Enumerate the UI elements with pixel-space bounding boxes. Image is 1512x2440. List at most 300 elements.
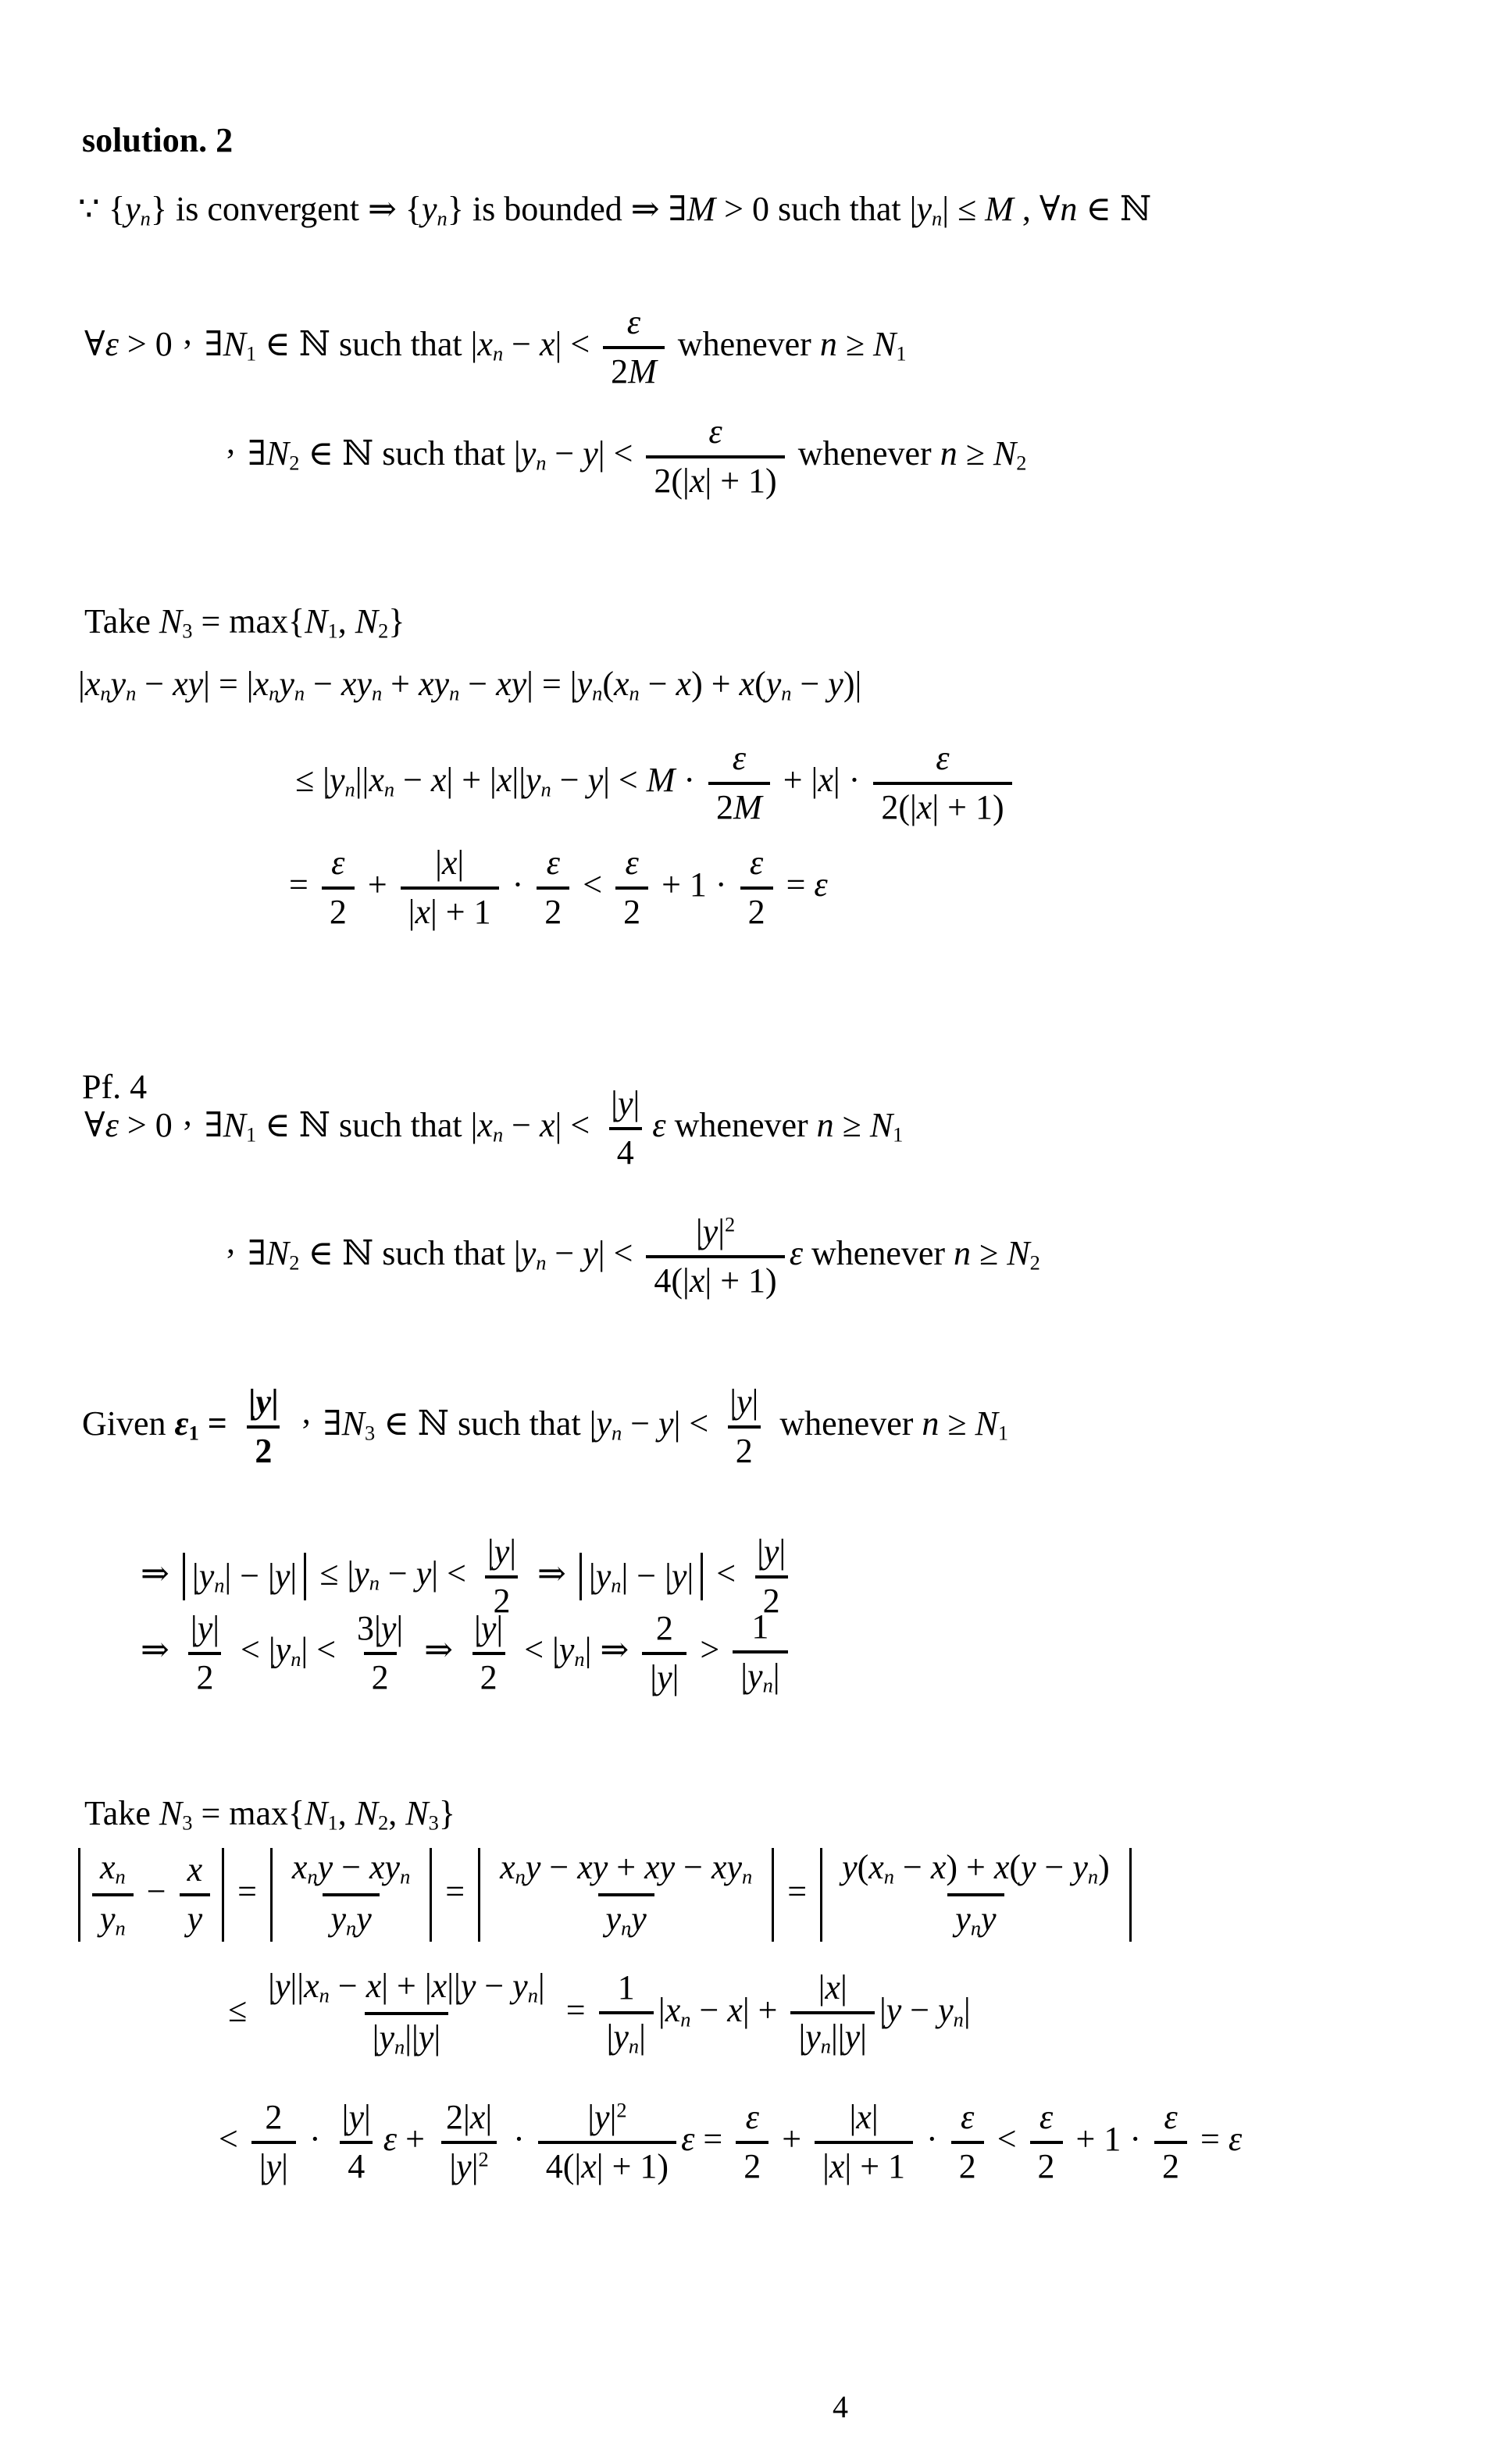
text-run: | xyxy=(798,2017,806,2056)
line-yn-bounded xyxy=(78,187,1151,232)
subscript xyxy=(365,1421,375,1444)
denominator xyxy=(472,1652,505,1696)
var-run: N xyxy=(975,1404,998,1443)
var-run: ε xyxy=(745,2098,759,2136)
text-run xyxy=(449,1404,590,1443)
text-run: · xyxy=(918,2119,947,2158)
text-run: | xyxy=(433,2018,441,2057)
var-run: ε xyxy=(1228,2119,1243,2158)
text-run: | + 1) xyxy=(932,788,1004,827)
text-run: − xyxy=(546,1233,583,1272)
var-run: y xyxy=(329,760,345,799)
text-run: } xyxy=(388,602,405,640)
var-run: n xyxy=(680,2007,691,2032)
text-run: 2 xyxy=(493,1582,511,1621)
subscript xyxy=(289,451,299,474)
var-run: n xyxy=(816,1105,834,1144)
text-run xyxy=(82,1404,175,1443)
text-run: || xyxy=(830,2017,845,2056)
var-run: n xyxy=(953,2007,964,2032)
text-run: 2 xyxy=(611,352,629,391)
var-run: n xyxy=(762,1673,773,1697)
var-run: xy xyxy=(173,665,204,703)
text-run xyxy=(790,434,798,473)
var-run: n xyxy=(294,681,305,705)
var-run: xy xyxy=(711,1848,743,1886)
text-run: | xyxy=(779,1532,786,1571)
var-run: M xyxy=(646,760,676,799)
var-run: y xyxy=(1072,1848,1088,1886)
text-run: max xyxy=(229,1794,289,1832)
denominator xyxy=(708,782,770,826)
text-run: | xyxy=(513,1233,521,1272)
var-run: n xyxy=(515,1864,526,1889)
var-run: N xyxy=(341,1404,366,1443)
text-run: 2 xyxy=(196,1657,214,1696)
var-run: n xyxy=(742,1864,753,1889)
var-run: x xyxy=(581,2147,597,2186)
text-run: such that xyxy=(769,190,910,228)
var-run: y xyxy=(274,1557,291,1596)
subscript xyxy=(998,1421,1008,1444)
subscript xyxy=(629,682,640,705)
var-run: n xyxy=(954,1233,972,1272)
var-run: x xyxy=(689,462,705,501)
text-run: 2 xyxy=(1161,2147,1179,2186)
text-run: || xyxy=(512,760,526,799)
text-run: | xyxy=(268,1967,275,2005)
var-run: x xyxy=(477,324,493,363)
var-run: y xyxy=(456,2147,472,2186)
text-run: max xyxy=(229,602,289,640)
abs-bars xyxy=(270,1848,432,1942)
var-run: x xyxy=(304,1967,319,2005)
fraction xyxy=(642,1608,686,1696)
text-run: + xyxy=(397,2119,433,2158)
var-run: n xyxy=(383,777,395,801)
text-run: − xyxy=(540,1848,578,1886)
superscript xyxy=(479,2148,489,2171)
text-run xyxy=(811,1234,954,1272)
var-run: y xyxy=(512,1967,528,2005)
text-run: 2 xyxy=(329,893,347,932)
text-run: 1 xyxy=(245,1122,257,1147)
var-run: n xyxy=(449,681,460,705)
text-run: | < xyxy=(597,433,642,473)
text-run: 1 xyxy=(617,1967,635,2007)
numerator xyxy=(1156,2099,1185,2141)
text-run: | xyxy=(372,2018,380,2057)
text-run: 2 xyxy=(747,893,765,932)
text-run: 3 xyxy=(428,1810,439,1835)
var-run: M xyxy=(733,788,762,827)
text-run: | < xyxy=(603,760,647,799)
text-run: > 0 xyxy=(118,1105,173,1144)
text-run: } xyxy=(447,190,464,228)
var-run: M xyxy=(628,352,657,391)
var-run: ε xyxy=(1164,2098,1178,2136)
text-run: 4 xyxy=(348,2147,366,2186)
subscript xyxy=(611,1574,621,1597)
text-run: ∃ xyxy=(248,433,266,473)
text-run: | xyxy=(470,324,478,363)
var-run: n xyxy=(115,1916,126,1940)
denominator xyxy=(92,1893,134,1939)
var-run: x xyxy=(415,893,430,932)
var-run: M xyxy=(686,190,716,228)
text-run: 2 xyxy=(958,2147,976,2186)
var-run: y xyxy=(828,665,843,703)
numerator xyxy=(749,1534,793,1575)
var-run: x xyxy=(993,1848,1010,1886)
var-run: ε xyxy=(652,1105,666,1144)
numerator xyxy=(92,1850,134,1893)
var-run: n xyxy=(100,681,111,705)
text-run: | xyxy=(611,1084,618,1122)
var-run: y xyxy=(494,1532,510,1571)
text-run: | < xyxy=(301,1630,345,1669)
subscript xyxy=(400,1865,410,1889)
centered-comma: , xyxy=(183,312,192,351)
var-run: xy xyxy=(644,1848,676,1886)
denominator xyxy=(180,1893,211,1937)
text-run: | xyxy=(757,1532,764,1571)
text-run: is bounded xyxy=(463,190,631,228)
var-run: y xyxy=(418,2018,434,2057)
subscript xyxy=(182,619,192,643)
text-run: | < xyxy=(673,1404,718,1443)
var-run: x xyxy=(613,665,629,703)
fraction xyxy=(740,845,773,930)
text-run: | xyxy=(751,1382,759,1421)
var-run: y xyxy=(702,1212,719,1250)
var-run: y xyxy=(422,190,437,228)
abs-bars xyxy=(478,1848,774,1942)
text-run: 2 xyxy=(1016,451,1027,475)
var-run: ε xyxy=(708,412,722,451)
subscript xyxy=(294,682,305,705)
var-run: n xyxy=(115,1864,126,1889)
var-run: y xyxy=(100,1900,116,1939)
text-run: | xyxy=(408,893,415,932)
fraction xyxy=(722,1384,766,1469)
abs-bars xyxy=(820,1848,1132,1942)
text-run: < | xyxy=(515,1630,559,1669)
text-run: < | xyxy=(232,1630,276,1669)
text-run: | xyxy=(487,1532,494,1571)
text-run: | xyxy=(588,1557,596,1596)
text-run xyxy=(771,1404,922,1443)
var-run: n xyxy=(126,681,137,705)
text-run: < xyxy=(219,2119,247,2158)
var-run: y xyxy=(460,1967,476,2005)
text-run: ) + xyxy=(691,665,740,703)
text-run: | xyxy=(658,1990,665,2029)
text-run: is convergent xyxy=(166,190,369,228)
text-run: + 1 · xyxy=(1067,2119,1150,2158)
subscript xyxy=(246,341,256,365)
var-run: ε xyxy=(105,324,119,363)
text-run: ≤ | xyxy=(295,760,330,799)
text-run: 1 xyxy=(997,1421,1009,1445)
var-run: x xyxy=(369,760,384,799)
var-run: ε xyxy=(749,844,764,882)
var-run: n xyxy=(781,681,792,705)
text-run: | xyxy=(191,1557,199,1596)
text-run: − xyxy=(503,324,540,363)
fraction xyxy=(334,2099,379,2185)
text-run: ⇒ xyxy=(141,1630,178,1669)
var-run: n xyxy=(536,1250,547,1275)
text-run: − xyxy=(476,1967,513,2005)
var-run: N xyxy=(869,1105,893,1144)
text-run: ⇒ ∃ xyxy=(630,190,687,228)
text-run: = xyxy=(198,1404,236,1443)
text-run: | xyxy=(396,1608,404,1647)
var-run: y xyxy=(317,1848,333,1886)
text-run: ∈ ℕ xyxy=(299,433,374,473)
denominator xyxy=(322,886,355,930)
text-run: 1 xyxy=(327,1810,338,1835)
subscript xyxy=(429,1811,439,1835)
numerator xyxy=(480,1534,524,1575)
var-run: n xyxy=(540,777,551,801)
fraction xyxy=(790,1967,875,2058)
denominator xyxy=(365,2012,449,2058)
text-run: 1 xyxy=(751,1607,769,1646)
var-run: xy xyxy=(341,665,372,703)
var-run: y xyxy=(981,1900,997,1939)
text-run: 2 xyxy=(1037,2147,1055,2186)
text-run xyxy=(84,1794,159,1832)
fraction xyxy=(480,1534,524,1619)
text-run: 2 xyxy=(371,1657,389,1696)
numerator xyxy=(257,2099,290,2141)
text-run: | xyxy=(633,1084,640,1122)
var-run: x xyxy=(496,760,512,799)
var-run: ε xyxy=(546,844,560,882)
var-run: n xyxy=(621,1916,632,1940)
text-run: | xyxy=(871,2098,879,2136)
text-run: ≥ xyxy=(971,1233,1007,1272)
text-run: ∀ xyxy=(84,324,105,363)
subscript xyxy=(141,207,151,230)
var-run: xy xyxy=(369,1848,401,1886)
text-run: ∃ xyxy=(248,1233,266,1272)
numerator xyxy=(183,1608,227,1652)
text-run: − xyxy=(305,665,341,703)
text-run: − xyxy=(394,760,431,799)
text-run: | xyxy=(729,1382,737,1421)
denominator xyxy=(401,886,499,930)
text-run: + 1 · xyxy=(653,865,736,904)
text-run: ⇒ xyxy=(529,1554,575,1593)
subscript xyxy=(214,1574,224,1597)
text-run: − xyxy=(1036,1848,1073,1886)
denominator xyxy=(340,2141,373,2185)
denominator xyxy=(733,1650,787,1696)
var-run: ε xyxy=(681,2119,695,2158)
text-run: − xyxy=(894,1848,931,1886)
text-run: || xyxy=(290,1967,305,2005)
fraction xyxy=(951,2099,984,2185)
text-run: | xyxy=(449,2147,457,2186)
denominator xyxy=(642,1652,686,1696)
text-run: | xyxy=(909,190,917,228)
text-run: | xyxy=(341,2098,349,2136)
var-run: y xyxy=(844,2017,861,2056)
var-run: n xyxy=(536,451,547,475)
subscript xyxy=(742,1865,752,1889)
text-run: || xyxy=(447,1967,461,2005)
numerator xyxy=(619,305,648,346)
text-run: | − | xyxy=(224,1557,275,1596)
text-run: | xyxy=(822,2147,829,2186)
text-run: | + 1) xyxy=(704,462,777,501)
text-run: | xyxy=(271,1382,279,1421)
subscript xyxy=(536,451,546,474)
text-run: Take xyxy=(84,1794,159,1832)
text-run: ( xyxy=(1009,1848,1022,1886)
text-run: = xyxy=(694,2119,732,2158)
text-run xyxy=(84,602,159,640)
line-xnyn-bound xyxy=(295,740,1017,826)
var-run: x xyxy=(727,1990,743,2029)
line-eps-N1-xn xyxy=(84,305,907,390)
text-run: | xyxy=(840,1967,847,2007)
var-run: x xyxy=(500,1848,515,1886)
subscript xyxy=(821,2034,831,2057)
var-run: n xyxy=(612,1421,622,1445)
var-run: y xyxy=(110,665,127,703)
text-run: = xyxy=(779,1871,816,1910)
fraction xyxy=(492,1850,760,1940)
text-run: | xyxy=(281,2147,288,2186)
text-run: | xyxy=(609,2098,617,2136)
subscript xyxy=(528,1984,538,2007)
text-run: | + 1) xyxy=(596,2147,669,2186)
text-run: 3| xyxy=(357,1608,381,1647)
var-run: y xyxy=(916,190,932,228)
var-run: ε xyxy=(105,1105,119,1144)
subscript xyxy=(100,682,110,705)
var-run: x xyxy=(856,2098,872,2136)
text-run: , xyxy=(337,602,355,640)
var-run: n xyxy=(346,1916,357,1940)
var-run: x xyxy=(431,1967,448,2005)
text-run: 2 xyxy=(289,1250,300,1275)
var-run: y xyxy=(747,1657,763,1696)
text-run: > 0 xyxy=(715,190,769,228)
var-run: y xyxy=(526,760,541,799)
var-run: ε xyxy=(789,1233,804,1272)
fraction xyxy=(538,2099,676,2185)
text-run: > 0 xyxy=(118,324,173,363)
var-run: n xyxy=(492,1122,504,1147)
denominator xyxy=(323,1893,379,1939)
text-run: 2 xyxy=(378,619,389,643)
text-run: 2 xyxy=(265,2098,283,2136)
text-run: − xyxy=(333,1848,370,1886)
denominator xyxy=(609,1127,642,1171)
text-run: − xyxy=(639,665,676,703)
var-run: n xyxy=(527,1983,538,2007)
text-run: 3 xyxy=(182,619,193,643)
var-run: y xyxy=(354,1554,369,1593)
fraction xyxy=(183,1608,227,1696)
var-run: x xyxy=(477,1105,493,1144)
line-pf4-N1 xyxy=(84,1086,903,1171)
var-run: ε xyxy=(1039,2098,1054,2136)
text-run: | + xyxy=(742,1990,786,2029)
text-run: · xyxy=(503,865,533,904)
text-run: = xyxy=(437,1871,474,1910)
subscript xyxy=(629,2034,639,2057)
denominator xyxy=(364,1652,397,1696)
text-run: | xyxy=(513,433,521,473)
text-run: | + | xyxy=(446,760,497,799)
text-run: − xyxy=(136,665,173,703)
subscript xyxy=(437,207,448,230)
text-run: 3 xyxy=(182,1810,193,1835)
text-run: | xyxy=(718,1212,726,1250)
denominator xyxy=(740,886,773,930)
var-run: y xyxy=(1021,1848,1036,1886)
text-run: ≤ xyxy=(228,1990,256,2029)
var-run: n xyxy=(592,681,603,705)
var-run: N xyxy=(159,602,183,640)
var-run: xy xyxy=(419,665,450,703)
abs-bars xyxy=(183,1553,306,1600)
var-run: y xyxy=(520,433,537,473)
subscript xyxy=(116,1917,126,1940)
text-run: ≥ xyxy=(939,1404,975,1443)
text-run: − xyxy=(690,1990,728,2029)
superscript xyxy=(725,1212,735,1236)
subscript xyxy=(384,777,394,801)
var-run: xy xyxy=(496,665,527,703)
numerator xyxy=(579,2099,634,2141)
text-run xyxy=(330,325,471,363)
text-run: | xyxy=(190,1608,198,1647)
var-run: x xyxy=(829,2147,845,2186)
var-run: y xyxy=(125,190,141,228)
text-run: | < xyxy=(555,1105,599,1144)
text-run: | xyxy=(496,1608,504,1647)
subscript xyxy=(394,2035,405,2059)
fraction xyxy=(322,845,355,930)
subscript xyxy=(182,1811,192,1835)
text-run: 2(| xyxy=(654,462,690,501)
text-run: ≥ xyxy=(836,324,873,363)
text-run: whenever xyxy=(797,433,940,473)
var-run: n xyxy=(931,206,943,230)
var-run: ε xyxy=(732,739,747,777)
subscript xyxy=(680,2008,690,2032)
subscript xyxy=(1088,1865,1098,1889)
text-run: ∃ xyxy=(323,1404,342,1443)
text-run: 2 xyxy=(544,893,562,932)
numerator xyxy=(744,1609,776,1650)
numerator xyxy=(349,1608,411,1652)
subscript xyxy=(763,1674,773,1697)
var-run: y xyxy=(348,2098,364,2136)
subscript xyxy=(328,619,338,643)
numerator xyxy=(738,2099,767,2141)
numerator xyxy=(811,1967,855,2011)
var-run: M xyxy=(985,190,1014,228)
denominator xyxy=(728,1425,761,1469)
